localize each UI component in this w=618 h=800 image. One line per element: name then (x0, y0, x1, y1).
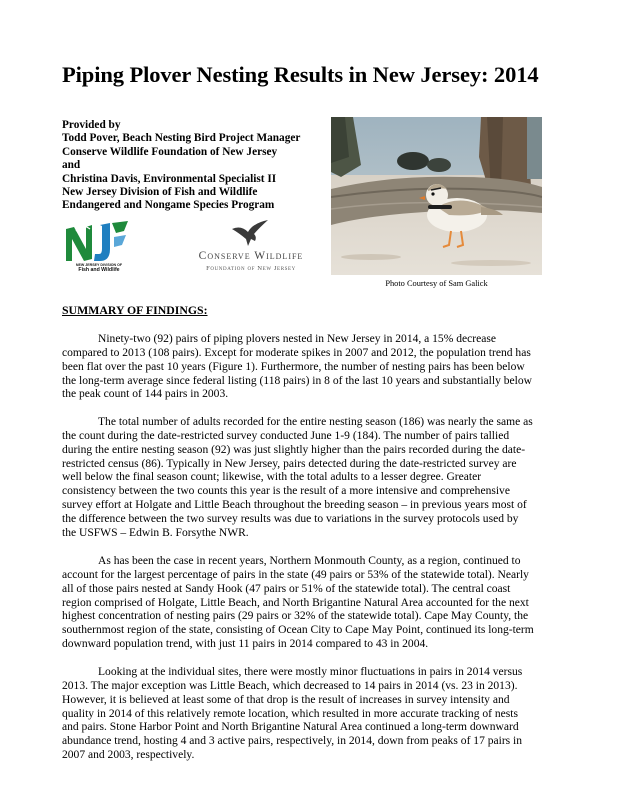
paragraph-line: been flat over the past 10 years (Figure 1). Furthermore, the number of nesting pairs has been below (62, 360, 525, 373)
credits-line: Endangered and Nongame Species Program (62, 199, 275, 212)
paragraph-line: the long-term average since federal listing (118 pairs) in 8 of the last 10 years and substantially below (62, 374, 532, 387)
paragraph-line: consistency between the two counts this year is the result of a more intensive and comprehensive (62, 485, 510, 498)
paragraph-line: highest concentration of nesting pairs (29 pairs or 32% of the statewide total). Cape May County, the (62, 610, 529, 623)
paragraph (62, 333, 559, 402)
page-title: Piping Plover Nesting Results in New Jersey: 2014 (62, 62, 539, 87)
conserve-wildlife-name: Conserve Wildlife (198, 250, 304, 262)
paragraph-line: downward population trend, with just 11 pairs in 2014 compared to 43 in 2004. (62, 638, 429, 651)
paragraph-line: abundance trend, hosting 4 and 3 active pairs, respectively, in 2014, down from peaks of 17 pairs in (62, 735, 523, 748)
photo-caption: Photo Courtesy of Sam Galick (385, 279, 488, 288)
eagle-icon (231, 219, 269, 247)
paragraph-line: 2007 and 2003, respectively. (62, 749, 195, 762)
nj-logo-line1: NEW JERSEY DIVISION OF (75, 263, 123, 267)
paragraph-line: 2013. The major exception was Little Beach, which decreased to 14 pairs in 2014 (vs. 23 in 2013). (62, 679, 518, 692)
paragraph-line: during the entire nesting season (92) was just slightly higher than the pairs recorded during the date- (62, 443, 526, 456)
paragraph-line: the USFWS – Edwin B. Forsythe NWR. (62, 526, 249, 539)
nj-logo-line2: Fish and Wildlife (78, 267, 120, 274)
credits-line: and (62, 159, 81, 172)
paragraph (62, 555, 559, 652)
paragraph-line: the peak count of 144 pairs in 2003. (62, 388, 229, 401)
credits-line: Conserve Wildlife Foundation of New Jersey (62, 145, 278, 158)
credits-line: Todd Pover, Beach Nesting Bird Project Manager (62, 132, 301, 145)
piping-plover-photo (331, 117, 542, 275)
paragraph (62, 666, 559, 763)
paragraph-line: Ninety-two (92) pairs of piping plovers nested in New Jersey in 2014, a 15% decrease (98, 333, 496, 345)
paragraph-line: restricted census (86). Typically in New Jersey, pairs detected during the date-restricted survey are (62, 457, 517, 470)
paragraph-line: compared to 2013 (108 pairs). Except for moderate spikes in 2007 and 2012, the population trend has (62, 346, 531, 359)
paragraph-line: account for the largest percentage of pairs in the state (49 pairs or 53% of the statewide total). Nearly (62, 568, 529, 581)
paragraph-line: As has been the case in recent years, Northern Monmouth County, as a region, continued to (98, 555, 521, 567)
credits-block (62, 119, 332, 213)
paragraph-line: all of those pairs nested at Sandy Hook (47 pairs or 51% of the statewide total). The central coast (62, 582, 511, 595)
paragraph (62, 416, 559, 541)
paragraph-line: quality in 2014 of this relatively remote location, which resulted in more accurate tracking of nests (62, 707, 518, 720)
paragraph-line: The total number of adults recorded for the entire nesting season (186) was nearly the same as (98, 416, 533, 428)
conserve-wildlife-subtitle: Foundation of New Jersey (206, 265, 296, 272)
credits-line: New Jersey Division of Fish and Wildlife (62, 186, 258, 199)
nj-logo-caption (64, 263, 134, 273)
section-heading: SUMMARY OF FINDINGS: (62, 303, 208, 317)
credits-line: Provided by (62, 119, 121, 131)
paragraph-line: Looking at the individual sites, there were mostly minor fluctuations in pairs in 2014 versus (98, 666, 523, 678)
paragraph-line: southernmost region of the state, consisting of Ocean City to Cape May Point, continued its long-term (62, 624, 534, 637)
paragraph-line: the difference between the two survey results was due to variations in the survey protocols used by (62, 512, 519, 525)
paragraph-line: well below the final season count; likewise, with the total adults to a lesser degree. Greater (62, 471, 482, 484)
paragraph-line: survey effort at Holgate and Little Beach throughout the breeding season – in previous years most of (62, 499, 527, 512)
paragraph-line: region comprised of Holgate, Little Beach, and North Brigantine Natural Area accounted for the next (62, 596, 529, 609)
paragraph-line: the count during the date-restricted survey conducted June 1-9 (184). The number of pairs tallied (62, 429, 510, 442)
paragraph-line: However, it is believed at least some of that drop is the result of increases in survey intensity and (62, 693, 510, 706)
paragraph-line: and pairs. Stone Harbor Point and North Brigantine Natural Area continued a long-term downward (62, 721, 519, 734)
credits-line: Christina Davis, Environmental Specialist II (62, 172, 277, 185)
